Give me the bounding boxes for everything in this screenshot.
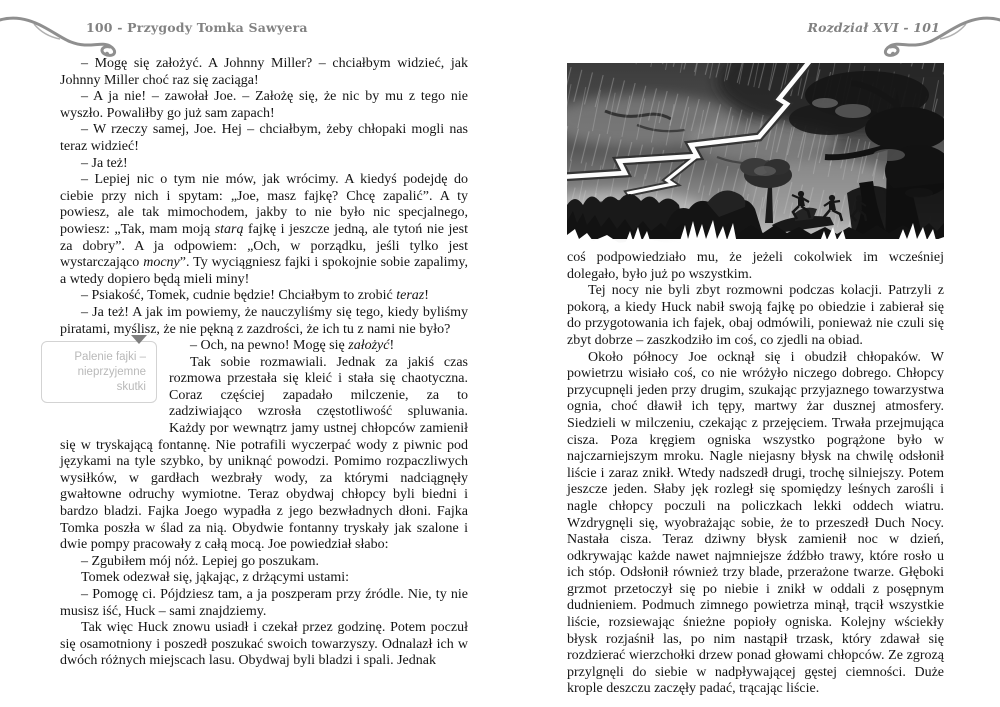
paragraph: – Psiakość, Tomek, cudnie będzie! Chciałbym to zrobić teraz! xyxy=(81,288,429,304)
storm-illustration xyxy=(567,63,944,244)
paragraph: – Ja też! A jak im powiemy, że nauczyliśmy się tego, kiedy byliśmy piratami, myślisz, że nie pękną z zazdrości, że ich tu z nami nie było? xyxy=(60,304,468,337)
note-scope xyxy=(60,338,468,670)
left-page-paragraphs xyxy=(60,56,468,338)
paragraph: Tomek odezwał się, jąkając, z drżącymi ustami: xyxy=(81,570,350,586)
paragraph: – Och, na pewno! Mogę się założyć! xyxy=(190,338,395,354)
margin-note-arrow-icon xyxy=(131,335,147,344)
paragraph: coś podpowiedziało mu, że jeżeli cokolwiek im wcześniej dolegało, było już po wszystkim. xyxy=(567,250,944,282)
paragraph: Tak więc Huck znowu usiadł i czekał przez godzinę. Potem poczuł się osamotniony i poszedł poszukać swoich towarzyszy. Odnalazł ich w dwóch różnych miejscach lasu. Obydwaj byli bladzi i spali. Jednak xyxy=(60,620,468,669)
paragraph: Tej nocy nie byli zbyt rozmowni podczas kolacji. Patrzyli z pokorą, a kiedy Huck nabił swoją fajkę po obiedzie i zabierał się do przygotowania ich fajek, obaj odmówili, ponieważ nie czuli się zbyt dobrze – zaszkodziło im coś, co zjedli na obiad. xyxy=(567,283,944,348)
margin-note-line1: Palenie fajki – xyxy=(74,351,146,364)
left-page-text-column xyxy=(60,56,468,670)
paragraph: – W rzeczy samej, Joe. Hej – chciałbym, żeby chłopaki mogli nas teraz widzieć! xyxy=(60,122,468,154)
page-header-right: Rozdział XVI - 101 xyxy=(807,20,940,35)
paragraph: – A ja nie! – zawołał Joe. – Założę się, że nic by mu z tego nie wyszło. Powaliłby go już sam zapach! xyxy=(60,89,468,121)
paragraph: – Lepiej nic o tym nie mów, jak wrócimy. A kiedyś podejdę do ciebie przy nich i spytam: „Joe, masz fajkę? Chcę zapalić”. A ty powiesz, ale tak mimochodem, jakby to nie było nic specjalnego, powiesz: „Tak, mam moją starą fajkę i jeszcze jedną, ale tytoń nie jest za dobry”. A ja odpowiem: „Och, w porządku, jeśli tylko jest wystarczająco mocny”. Ty wyciągniesz fajki i spokojnie sobie zapalimy, a wtedy dopiero będą mieli miny! xyxy=(60,172,468,287)
right-page-column xyxy=(567,63,944,698)
paragraph: – Ja też! xyxy=(81,155,128,171)
paragraph: – Zgubiłem mój nóż. Lepiej go poszukam. xyxy=(81,553,319,569)
paragraph: Tak sobie rozmawiali. Jednak za jakiś czas rozmowa przestała się kleić i stała się chaotyczna. Coraz częściej zapadało milczenie, za to zadziwiająco wzrosła częstotliwość spluwania. Każdy por wewnątrz jamy ustnej chłopców zamienił się w tryskającą fontannę. Nie potrafili wyczerpać wody z piwnic pod językami na tyle szybko, by uniknąć powodzi. Pomimo rozpaczliwych wysiłków, w gardłach wezbrały wody, za którymi nadciągnęły gwałtowne odruchy wymiotne. Teraz obydwaj chłopcy byli biedni i bardzo bladzi. Fajka Joego wypadła z jego bezwładnych dłoni. Fajka Tomka poszła w ślad za nią. Obydwie fontanny tryskały jak szalone i dwie pompy pracowały z całą mocą. Joe powiedział słabo: xyxy=(60,354,468,553)
margin-note xyxy=(41,341,157,403)
right-page-paragraphs xyxy=(567,250,944,698)
page-header-left: 100 - Przygody Tomka Sawyera xyxy=(86,20,308,35)
paragraph: – Mogę się założyć. A Johnny Miller? – chciałbym widzieć, jak Johnny Miller choć raz się zaciąga! xyxy=(60,56,468,88)
paragraph: – Pomogę ci. Pójdziesz tam, a ja poszperam przy źródle. Nie, ty nie musisz iść, Huck – sami znajdziemy. xyxy=(60,587,468,619)
paragraph: Około północy Joe ocknął się i obudził chłopaków. W powietrzu wisiało coś, co nie wróżyło niczego dobrego. Chłopcy przycupnęli jeden przy drugim, szukając przyjaznego towarzystwa ognia, choć dławił ich tępy, martwy żar dusznej atmosfery. Siedzieli w milczeniu, czekając z przejęciem. Trwała przejmująca cisza. Poza kręgiem ogniska wszystko pogrążone było w najczarniejszym mroku. Nagle niejasny błysk na chwilę odsłonił liście i zaraz znikł. Wtedy nadszedł drugi, trochę silniejszy. Potem jeszcze jeden. Słaby jęk rozległ się spomiędzy leśnych zarośli i nagle chłopcy poczuli na policzkach lekki oddech wiatru. Wzdrygnęli się, wyobrażając sobie, że to przeszedł Duch Nocy. Nastała cisza. Teraz dziwny błysk zamienił noc w dzień, odkrywając każde nawet najmniejsze źdźbło trawy, które rosło u ich stóp. Odsłonił również trzy blade, przerażone twarze. Głęboki grzmot przetoczył się po niebie i znikł w oddali z posępnym dudnieniem. Podmuch zimnego powietrza minął, trącił wszystkie liście, rozsiewając śnieżne popioły ogniska. Kolejny wściekły błysk rozjaśnił las, po nim nastąpił trzask, który zdawał się rozdzierać wierzchołki drzew ponad głowami chłopców. Ze zgrozą przylgnęli do siebie w nadpływającej gęstej ciemności. Duże krople deszczu zaczęły padać, trącając liście. xyxy=(567,349,944,697)
margin-note-line2: nieprzyjemne skutki xyxy=(77,366,146,394)
